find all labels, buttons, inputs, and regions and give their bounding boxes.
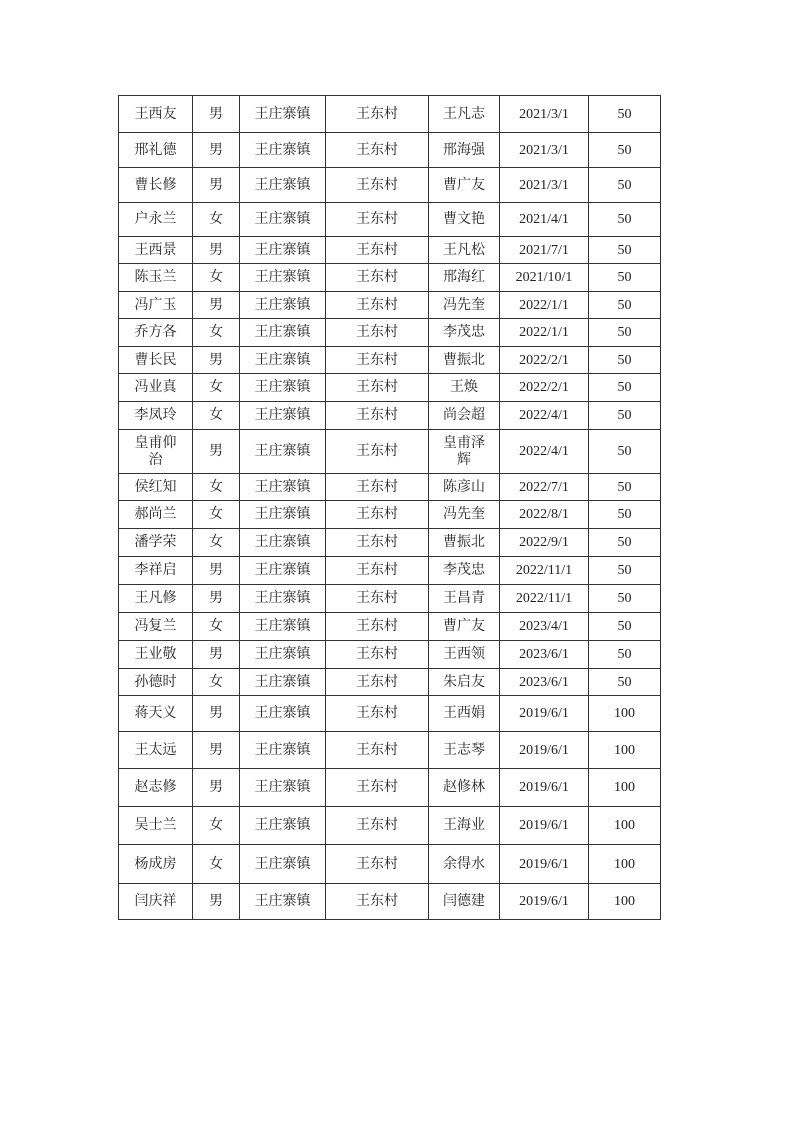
payee-name-cell: 李茂忠 — [429, 319, 500, 347]
table-row — [119, 430, 661, 474]
village-cell: 王东村 — [326, 769, 429, 807]
table-row — [119, 96, 661, 133]
amount-cell: 50 — [589, 585, 661, 613]
gender-cell: 男 — [193, 585, 240, 613]
person-name-cell: 潘学荣 — [119, 529, 193, 557]
start-date-cell: 2019/6/1 — [500, 732, 589, 769]
payee-name-cell: 冯先奎 — [429, 292, 500, 319]
town-cell: 王庄寨镇 — [240, 430, 326, 474]
gender-cell: 女 — [193, 264, 240, 292]
person-name-cell: 闫庆祥 — [119, 884, 193, 920]
gender-cell: 女 — [193, 529, 240, 557]
amount-cell: 50 — [589, 669, 661, 696]
start-date-cell: 2021/10/1 — [500, 264, 589, 292]
person-name-cell: 曹长修 — [119, 168, 193, 203]
start-date-cell: 2022/2/1 — [500, 374, 589, 402]
payee-name-cell: 王海业 — [429, 807, 500, 845]
village-cell: 王东村 — [326, 319, 429, 347]
start-date-cell: 2022/1/1 — [500, 319, 589, 347]
table-row — [119, 474, 661, 501]
table-row — [119, 347, 661, 374]
amount-cell: 50 — [589, 529, 661, 557]
village-cell: 王东村 — [326, 374, 429, 402]
person-name-cell: 户永兰 — [119, 203, 193, 237]
village-cell: 王东村 — [326, 529, 429, 557]
table-row — [119, 203, 661, 237]
person-name-cell: 李祥启 — [119, 557, 193, 585]
town-cell: 王庄寨镇 — [240, 732, 326, 769]
payee-name-cell: 赵修林 — [429, 769, 500, 807]
town-cell: 王庄寨镇 — [240, 237, 326, 264]
payee-name-cell: 曹广友 — [429, 613, 500, 641]
start-date-cell: 2021/7/1 — [500, 237, 589, 264]
start-date-cell: 2019/6/1 — [500, 884, 589, 920]
payee-name-cell: 王志琴 — [429, 732, 500, 769]
start-date-cell: 2023/4/1 — [500, 613, 589, 641]
start-date-cell: 2022/9/1 — [500, 529, 589, 557]
town-cell: 王庄寨镇 — [240, 264, 326, 292]
town-cell: 王庄寨镇 — [240, 402, 326, 430]
table-row — [119, 133, 661, 168]
town-cell: 王庄寨镇 — [240, 96, 326, 133]
payee-name-cell: 陈彦山 — [429, 474, 500, 501]
payee-name-cell: 朱启友 — [429, 669, 500, 696]
gender-cell: 男 — [193, 641, 240, 669]
table-row — [119, 529, 661, 557]
town-cell: 王庄寨镇 — [240, 557, 326, 585]
table-row — [119, 319, 661, 347]
subsidy-roster-table — [118, 95, 661, 920]
person-name-cell: 乔方各 — [119, 319, 193, 347]
village-cell: 王东村 — [326, 732, 429, 769]
payee-name-cell: 李茂忠 — [429, 557, 500, 585]
table-row — [119, 264, 661, 292]
town-cell: 王庄寨镇 — [240, 641, 326, 669]
gender-cell: 女 — [193, 319, 240, 347]
village-cell: 王东村 — [326, 585, 429, 613]
village-cell: 王东村 — [326, 884, 429, 920]
person-name-cell: 邢礼德 — [119, 133, 193, 168]
amount-cell: 50 — [589, 264, 661, 292]
table-row — [119, 641, 661, 669]
start-date-cell: 2022/1/1 — [500, 292, 589, 319]
roster-body — [119, 96, 661, 920]
town-cell: 王庄寨镇 — [240, 474, 326, 501]
amount-cell: 50 — [589, 203, 661, 237]
amount-cell: 50 — [589, 374, 661, 402]
person-name-cell: 王西友 — [119, 96, 193, 133]
person-name-cell: 冯业真 — [119, 374, 193, 402]
town-cell: 王庄寨镇 — [240, 168, 326, 203]
table-row — [119, 845, 661, 884]
person-name-cell: 王凡修 — [119, 585, 193, 613]
payee-name-cell: 曹文艳 — [429, 203, 500, 237]
table-row — [119, 292, 661, 319]
village-cell: 王东村 — [326, 613, 429, 641]
payee-name-cell: 尚会超 — [429, 402, 500, 430]
amount-cell: 50 — [589, 133, 661, 168]
table-row — [119, 807, 661, 845]
town-cell: 王庄寨镇 — [240, 769, 326, 807]
village-cell: 王东村 — [326, 292, 429, 319]
start-date-cell: 2022/11/1 — [500, 557, 589, 585]
gender-cell: 女 — [193, 474, 240, 501]
amount-cell: 50 — [589, 96, 661, 133]
gender-cell: 女 — [193, 669, 240, 696]
gender-cell: 男 — [193, 292, 240, 319]
gender-cell: 女 — [193, 501, 240, 529]
amount-cell: 100 — [589, 884, 661, 920]
table-row — [119, 769, 661, 807]
amount-cell: 50 — [589, 613, 661, 641]
village-cell: 王东村 — [326, 669, 429, 696]
start-date-cell: 2019/6/1 — [500, 845, 589, 884]
person-name-cell: 王西景 — [119, 237, 193, 264]
person-name-cell: 李凤玲 — [119, 402, 193, 430]
amount-cell: 50 — [589, 168, 661, 203]
payee-name-cell: 余得水 — [429, 845, 500, 884]
person-name-cell: 冯复兰 — [119, 613, 193, 641]
village-cell: 王东村 — [326, 696, 429, 732]
table-row — [119, 374, 661, 402]
start-date-cell: 2019/6/1 — [500, 696, 589, 732]
payee-name-cell: 王西领 — [429, 641, 500, 669]
payee-name-cell: 王凡松 — [429, 237, 500, 264]
town-cell: 王庄寨镇 — [240, 613, 326, 641]
village-cell: 王东村 — [326, 807, 429, 845]
amount-cell: 50 — [589, 641, 661, 669]
start-date-cell: 2023/6/1 — [500, 669, 589, 696]
village-cell: 王东村 — [326, 474, 429, 501]
amount-cell: 50 — [589, 347, 661, 374]
town-cell: 王庄寨镇 — [240, 374, 326, 402]
gender-cell: 男 — [193, 732, 240, 769]
amount-cell: 100 — [589, 769, 661, 807]
payee-name-cell: 王西娟 — [429, 696, 500, 732]
town-cell: 王庄寨镇 — [240, 203, 326, 237]
town-cell: 王庄寨镇 — [240, 133, 326, 168]
town-cell: 王庄寨镇 — [240, 669, 326, 696]
town-cell: 王庄寨镇 — [240, 347, 326, 374]
start-date-cell: 2022/4/1 — [500, 402, 589, 430]
start-date-cell: 2019/6/1 — [500, 769, 589, 807]
gender-cell: 男 — [193, 168, 240, 203]
start-date-cell: 2021/3/1 — [500, 96, 589, 133]
village-cell: 王东村 — [326, 641, 429, 669]
person-name-cell: 侯红知 — [119, 474, 193, 501]
table-row — [119, 884, 661, 920]
village-cell: 王东村 — [326, 237, 429, 264]
village-cell: 王东村 — [326, 203, 429, 237]
table-row — [119, 557, 661, 585]
start-date-cell: 2022/8/1 — [500, 501, 589, 529]
gender-cell: 女 — [193, 845, 240, 884]
person-name-cell: 杨成房 — [119, 845, 193, 884]
person-name-cell: 王太远 — [119, 732, 193, 769]
gender-cell: 男 — [193, 884, 240, 920]
payee-name-cell: 曹广友 — [429, 168, 500, 203]
payee-name-cell: 冯先奎 — [429, 501, 500, 529]
start-date-cell: 2021/3/1 — [500, 168, 589, 203]
village-cell: 王东村 — [326, 557, 429, 585]
village-cell: 王东村 — [326, 845, 429, 884]
start-date-cell: 2021/4/1 — [500, 203, 589, 237]
table-row — [119, 402, 661, 430]
table-row — [119, 732, 661, 769]
person-name-cell: 冯广玉 — [119, 292, 193, 319]
start-date-cell: 2022/7/1 — [500, 474, 589, 501]
person-name-cell: 赵志修 — [119, 769, 193, 807]
person-name-cell: 陈玉兰 — [119, 264, 193, 292]
amount-cell: 50 — [589, 237, 661, 264]
gender-cell: 男 — [193, 347, 240, 374]
person-name-cell: 吴士兰 — [119, 807, 193, 845]
gender-cell: 女 — [193, 374, 240, 402]
table-row — [119, 585, 661, 613]
gender-cell: 女 — [193, 807, 240, 845]
town-cell: 王庄寨镇 — [240, 319, 326, 347]
payee-name-cell: 王凡志 — [429, 96, 500, 133]
payee-name-cell: 皇甫泽辉 — [429, 430, 500, 474]
gender-cell: 男 — [193, 430, 240, 474]
village-cell: 王东村 — [326, 133, 429, 168]
village-cell: 王东村 — [326, 347, 429, 374]
amount-cell: 50 — [589, 402, 661, 430]
gender-cell: 男 — [193, 769, 240, 807]
village-cell: 王东村 — [326, 264, 429, 292]
payee-name-cell: 曹振北 — [429, 529, 500, 557]
town-cell: 王庄寨镇 — [240, 585, 326, 613]
table-row — [119, 696, 661, 732]
person-name-cell: 蒋天义 — [119, 696, 193, 732]
payee-name-cell: 邢海强 — [429, 133, 500, 168]
payee-name-cell: 王昌青 — [429, 585, 500, 613]
town-cell: 王庄寨镇 — [240, 292, 326, 319]
table-row — [119, 501, 661, 529]
village-cell: 王东村 — [326, 168, 429, 203]
amount-cell: 100 — [589, 696, 661, 732]
town-cell: 王庄寨镇 — [240, 884, 326, 920]
person-name-cell: 皇甫仰治 — [119, 430, 193, 474]
start-date-cell: 2022/4/1 — [500, 430, 589, 474]
gender-cell: 男 — [193, 696, 240, 732]
town-cell: 王庄寨镇 — [240, 501, 326, 529]
table-row — [119, 669, 661, 696]
town-cell: 王庄寨镇 — [240, 807, 326, 845]
amount-cell: 50 — [589, 474, 661, 501]
person-name-cell: 郝尚兰 — [119, 501, 193, 529]
payee-name-cell: 闫德建 — [429, 884, 500, 920]
gender-cell: 男 — [193, 237, 240, 264]
village-cell: 王东村 — [326, 430, 429, 474]
gender-cell: 男 — [193, 557, 240, 585]
start-date-cell: 2022/2/1 — [500, 347, 589, 374]
start-date-cell: 2022/11/1 — [500, 585, 589, 613]
town-cell: 王庄寨镇 — [240, 845, 326, 884]
person-name-cell: 曹长民 — [119, 347, 193, 374]
gender-cell: 女 — [193, 613, 240, 641]
gender-cell: 女 — [193, 402, 240, 430]
amount-cell: 50 — [589, 501, 661, 529]
payee-name-cell: 王焕 — [429, 374, 500, 402]
amount-cell: 50 — [589, 319, 661, 347]
person-name-cell: 王业敬 — [119, 641, 193, 669]
start-date-cell: 2019/6/1 — [500, 807, 589, 845]
payee-name-cell: 邢海红 — [429, 264, 500, 292]
gender-cell: 男 — [193, 133, 240, 168]
amount-cell: 100 — [589, 845, 661, 884]
start-date-cell: 2023/6/1 — [500, 641, 589, 669]
table-row — [119, 613, 661, 641]
payee-name-cell: 曹振北 — [429, 347, 500, 374]
village-cell: 王东村 — [326, 402, 429, 430]
amount-cell: 50 — [589, 292, 661, 319]
amount-cell: 100 — [589, 807, 661, 845]
start-date-cell: 2021/3/1 — [500, 133, 589, 168]
town-cell: 王庄寨镇 — [240, 529, 326, 557]
table-row — [119, 168, 661, 203]
village-cell: 王东村 — [326, 96, 429, 133]
gender-cell: 男 — [193, 96, 240, 133]
table-row — [119, 237, 661, 264]
town-cell: 王庄寨镇 — [240, 696, 326, 732]
village-cell: 王东村 — [326, 501, 429, 529]
amount-cell: 50 — [589, 557, 661, 585]
amount-cell: 100 — [589, 732, 661, 769]
amount-cell: 50 — [589, 430, 661, 474]
person-name-cell: 孙德时 — [119, 669, 193, 696]
gender-cell: 女 — [193, 203, 240, 237]
